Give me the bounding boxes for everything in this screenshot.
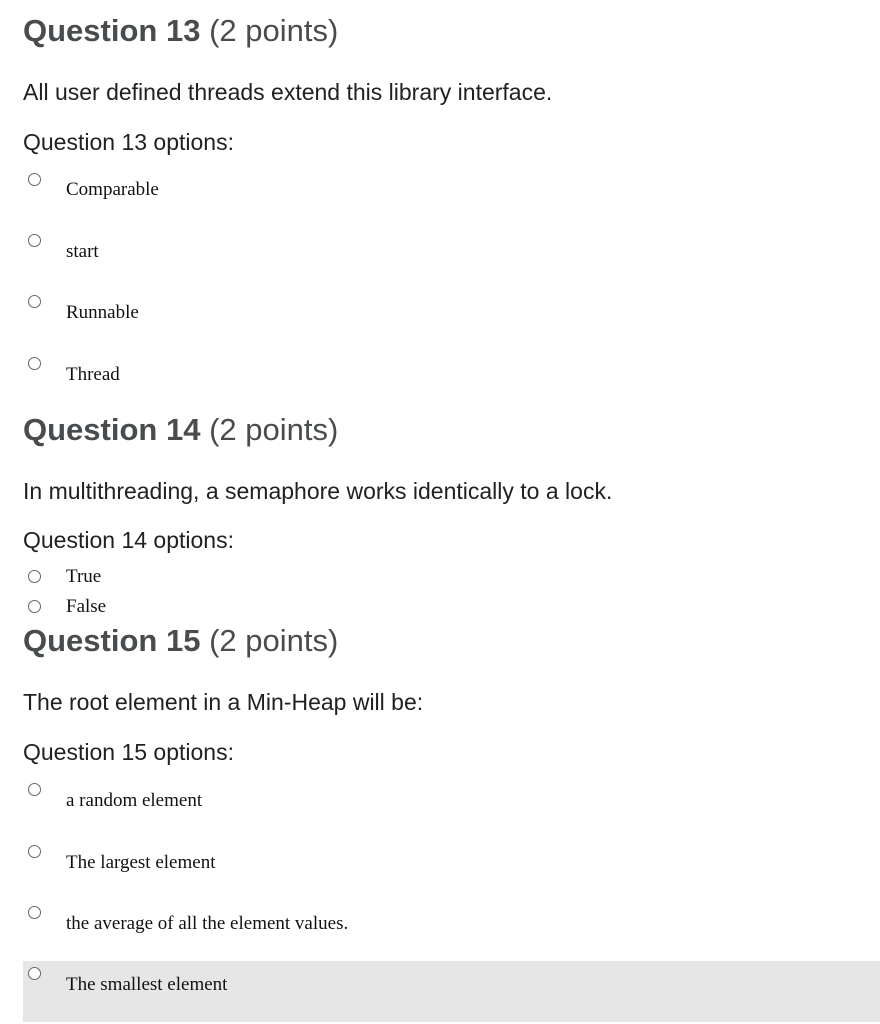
question-13-option-start[interactable] (23, 228, 880, 278)
question-14-points: (2 points) (209, 412, 339, 447)
option-label: the average of all the element values. (66, 913, 349, 934)
radio-button[interactable] (28, 295, 41, 308)
question-15-option-smallest[interactable] (23, 961, 880, 1022)
question-13-title (23, 13, 338, 49)
option-label: Runnable (66, 302, 139, 323)
radio-button[interactable] (28, 845, 41, 858)
question-15-name: Question 15 (23, 623, 201, 658)
question-14-name: Question 14 (23, 412, 201, 447)
question-13-prompt: All user defined threads extend this library interface. (23, 79, 553, 105)
question-15-option-average[interactable] (23, 900, 880, 950)
option-label: Comparable (66, 179, 159, 200)
radio-button[interactable] (28, 967, 41, 980)
radio-button[interactable] (28, 234, 41, 247)
question-13-points: (2 points) (209, 13, 339, 48)
question-13-option-runnable[interactable] (23, 289, 880, 339)
question-13-name: Question 13 (23, 13, 201, 48)
question-15-options-label: Question 15 options: (23, 739, 234, 765)
radio-button[interactable] (28, 783, 41, 796)
question-15-prompt: The root element in a Min-Heap will be: (23, 689, 424, 715)
question-13-options-label: Question 13 options: (23, 129, 234, 155)
radio-button[interactable] (28, 357, 41, 370)
question-13-option-thread[interactable] (23, 351, 880, 397)
question-14-title (23, 412, 338, 448)
question-14-options-label: Question 14 options: (23, 527, 234, 553)
question-15-title (23, 623, 338, 659)
option-label: Thread (66, 364, 120, 385)
question-14-option-false[interactable] (23, 595, 880, 623)
question-14-option-true[interactable] (23, 565, 880, 593)
radio-button[interactable] (28, 570, 41, 583)
option-label: The largest element (66, 852, 216, 873)
option-label: start (66, 241, 99, 262)
radio-button[interactable] (28, 906, 41, 919)
option-label: False (66, 596, 107, 617)
radio-button[interactable] (28, 173, 41, 186)
question-13-option-comparable[interactable] (23, 166, 880, 216)
question-15-option-random[interactable] (23, 777, 880, 827)
option-label: True (66, 566, 102, 587)
question-14-prompt: In multithreading, a semaphore works identically to a lock. (23, 478, 613, 504)
question-15-option-largest[interactable] (23, 839, 880, 889)
option-label: a random element (66, 790, 203, 811)
question-15-points: (2 points) (209, 623, 339, 658)
option-label: The smallest element (66, 974, 228, 995)
radio-button[interactable] (28, 600, 41, 613)
